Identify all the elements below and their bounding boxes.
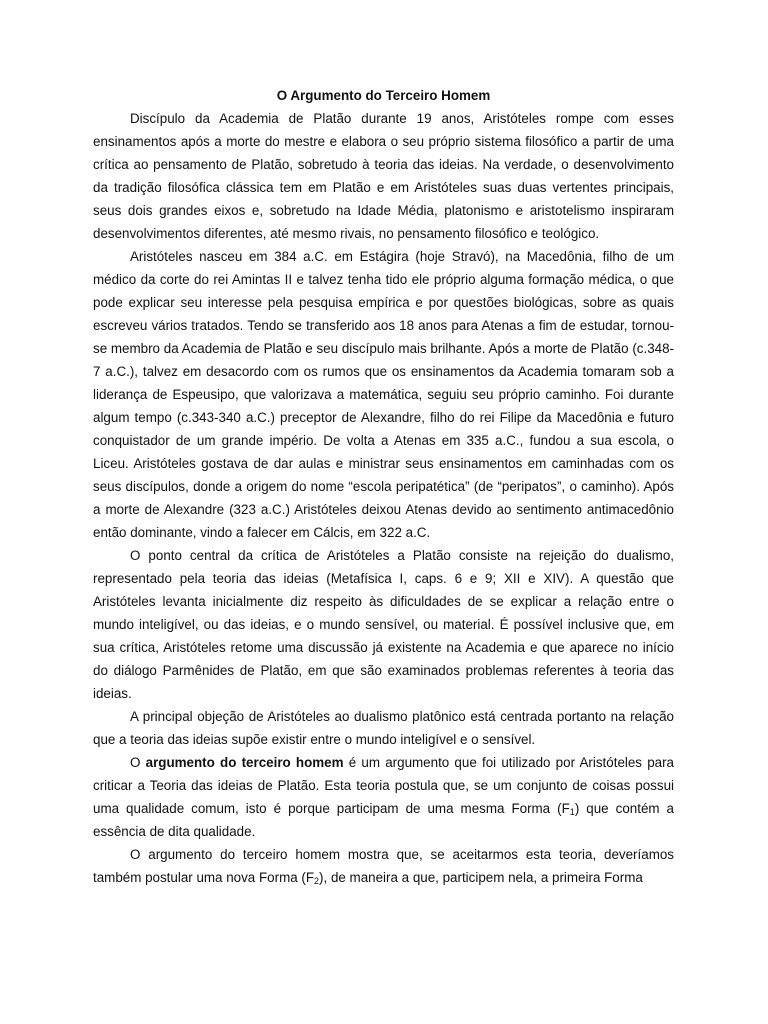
paragraph-4: A principal objeção de Aristóteles ao dualismo platônico está centrada portanto na relação que a teoria das ideias supõe existir entre o mundo inteligível e o sensível. [93, 709, 674, 747]
paragraph-2: Aristóteles nasceu em 384 a.C. em Estágira (hoje Stravó), na Macedônia, filho de um médico da corte do rei Amintas II e talvez tenha tido ele próprio alguma formação médica, o que pode explicar seu interesse pela pesquisa empírica e por questões biológicas, sobre as quais escreveu vários tratados. Tendo se transferido aos 18 anos para Atenas a fim de estudar, tornou-se membro da Academia de Platão e seu discípulo mais brilhante. Após a morte de Platão (c.348-7 a.C.), talvez em desacordo com os rumos que os ensinamentos da Academia tomaram sob a liderança de Espeusipo, que valorizava a matemática, seguiu seu próprio caminho. Foi durante algum tempo (c.343-340 a.C.) preceptor de Alexandre, filho do rei Filipe da Macedônia e futuro conquistador de um grande império. De volta a Atenas em 335 a.C., fundou a sua escola, o Liceu. Aristóteles gostava de dar aulas e ministrar seus ensinamentos em caminhadas com os seus discípulos, donde a origem do nome “escola peripatética” (de “peripatos”, o caminho). Após a morte de Alexandre (323 a.C.) Aristóteles deixou Atenas devido ao sentimento antimacedônio então dominante, vindo a falecer em Cálcis, em 322 a.C. [93, 249, 674, 540]
document-title: O Argumento do Terceiro Homem [276, 88, 491, 103]
paragraph-5-start: O [130, 755, 146, 770]
paragraph-5 [93, 751, 674, 843]
paragraph-6-start: O argumento do terceiro homem mostra que, se aceitarmos esta teoria, deveríamos também postular uma nova Forma (F [93, 847, 674, 885]
paragraph-6-subscript: 2 [314, 876, 320, 886]
paragraph-5-end: ) que contém a essência de dita qualidade. [93, 801, 675, 839]
paragraph-1: Discípulo da Academia de Platão durante 19 anos, Aristóteles rompe com esses ensinamentos após a morte do mestre e elabora o seu próprio sistema filosófico a partir de uma crítica ao pensamento de Platão, sobretudo à teoria das ideias. Na verdade, o desenvolvimento da tradição filosófica clássica tem em Platão e em Aristóteles suas duas vertentes principais, seus dois grandes eixos e, sobretudo na Idade Média, platonismo e aristotelismo inspiraram desenvolvimentos diferentes, até mesmo rivais, no pensamento filosófico e teológico. [93, 111, 674, 241]
document-page [93, 84, 674, 889]
paragraph-5-bold-term: argumento do terceiro homem [145, 755, 344, 770]
paragraph-5-subscript: 1 [569, 807, 575, 817]
paragraph-6-end: ), de maneira a que, participem nela, a primeira Forma [319, 870, 643, 885]
paragraph-3: O ponto central da crítica de Aristóteles a Platão consiste na rejeição do dualismo, representado pela teoria das ideias (Metafísica I, caps. 6 e 9; XII e XIV). A questão que Aristóteles levanta inicialmente diz respeito às dificuldades de se explicar a relação entre o mundo inteligível, ou das ideias, e o mundo sensível, ou material. É possível inclusive que, em sua crítica, Aristóteles retome uma discussão já existente na Academia e que aparece no início do diálogo Parmênides de Platão, em que são examinados problemas referentes à teoria das ideias. [93, 548, 674, 701]
paragraph-5-middle: é um argumento que foi utilizado por Aristóteles para criticar a Teoria das ideias de Platão. Esta teoria postula que, se um conjunto de coisas possui uma qualidade comum, isto é porque participam de uma mesma Forma (F [93, 755, 675, 816]
paragraph-6 [93, 843, 674, 889]
